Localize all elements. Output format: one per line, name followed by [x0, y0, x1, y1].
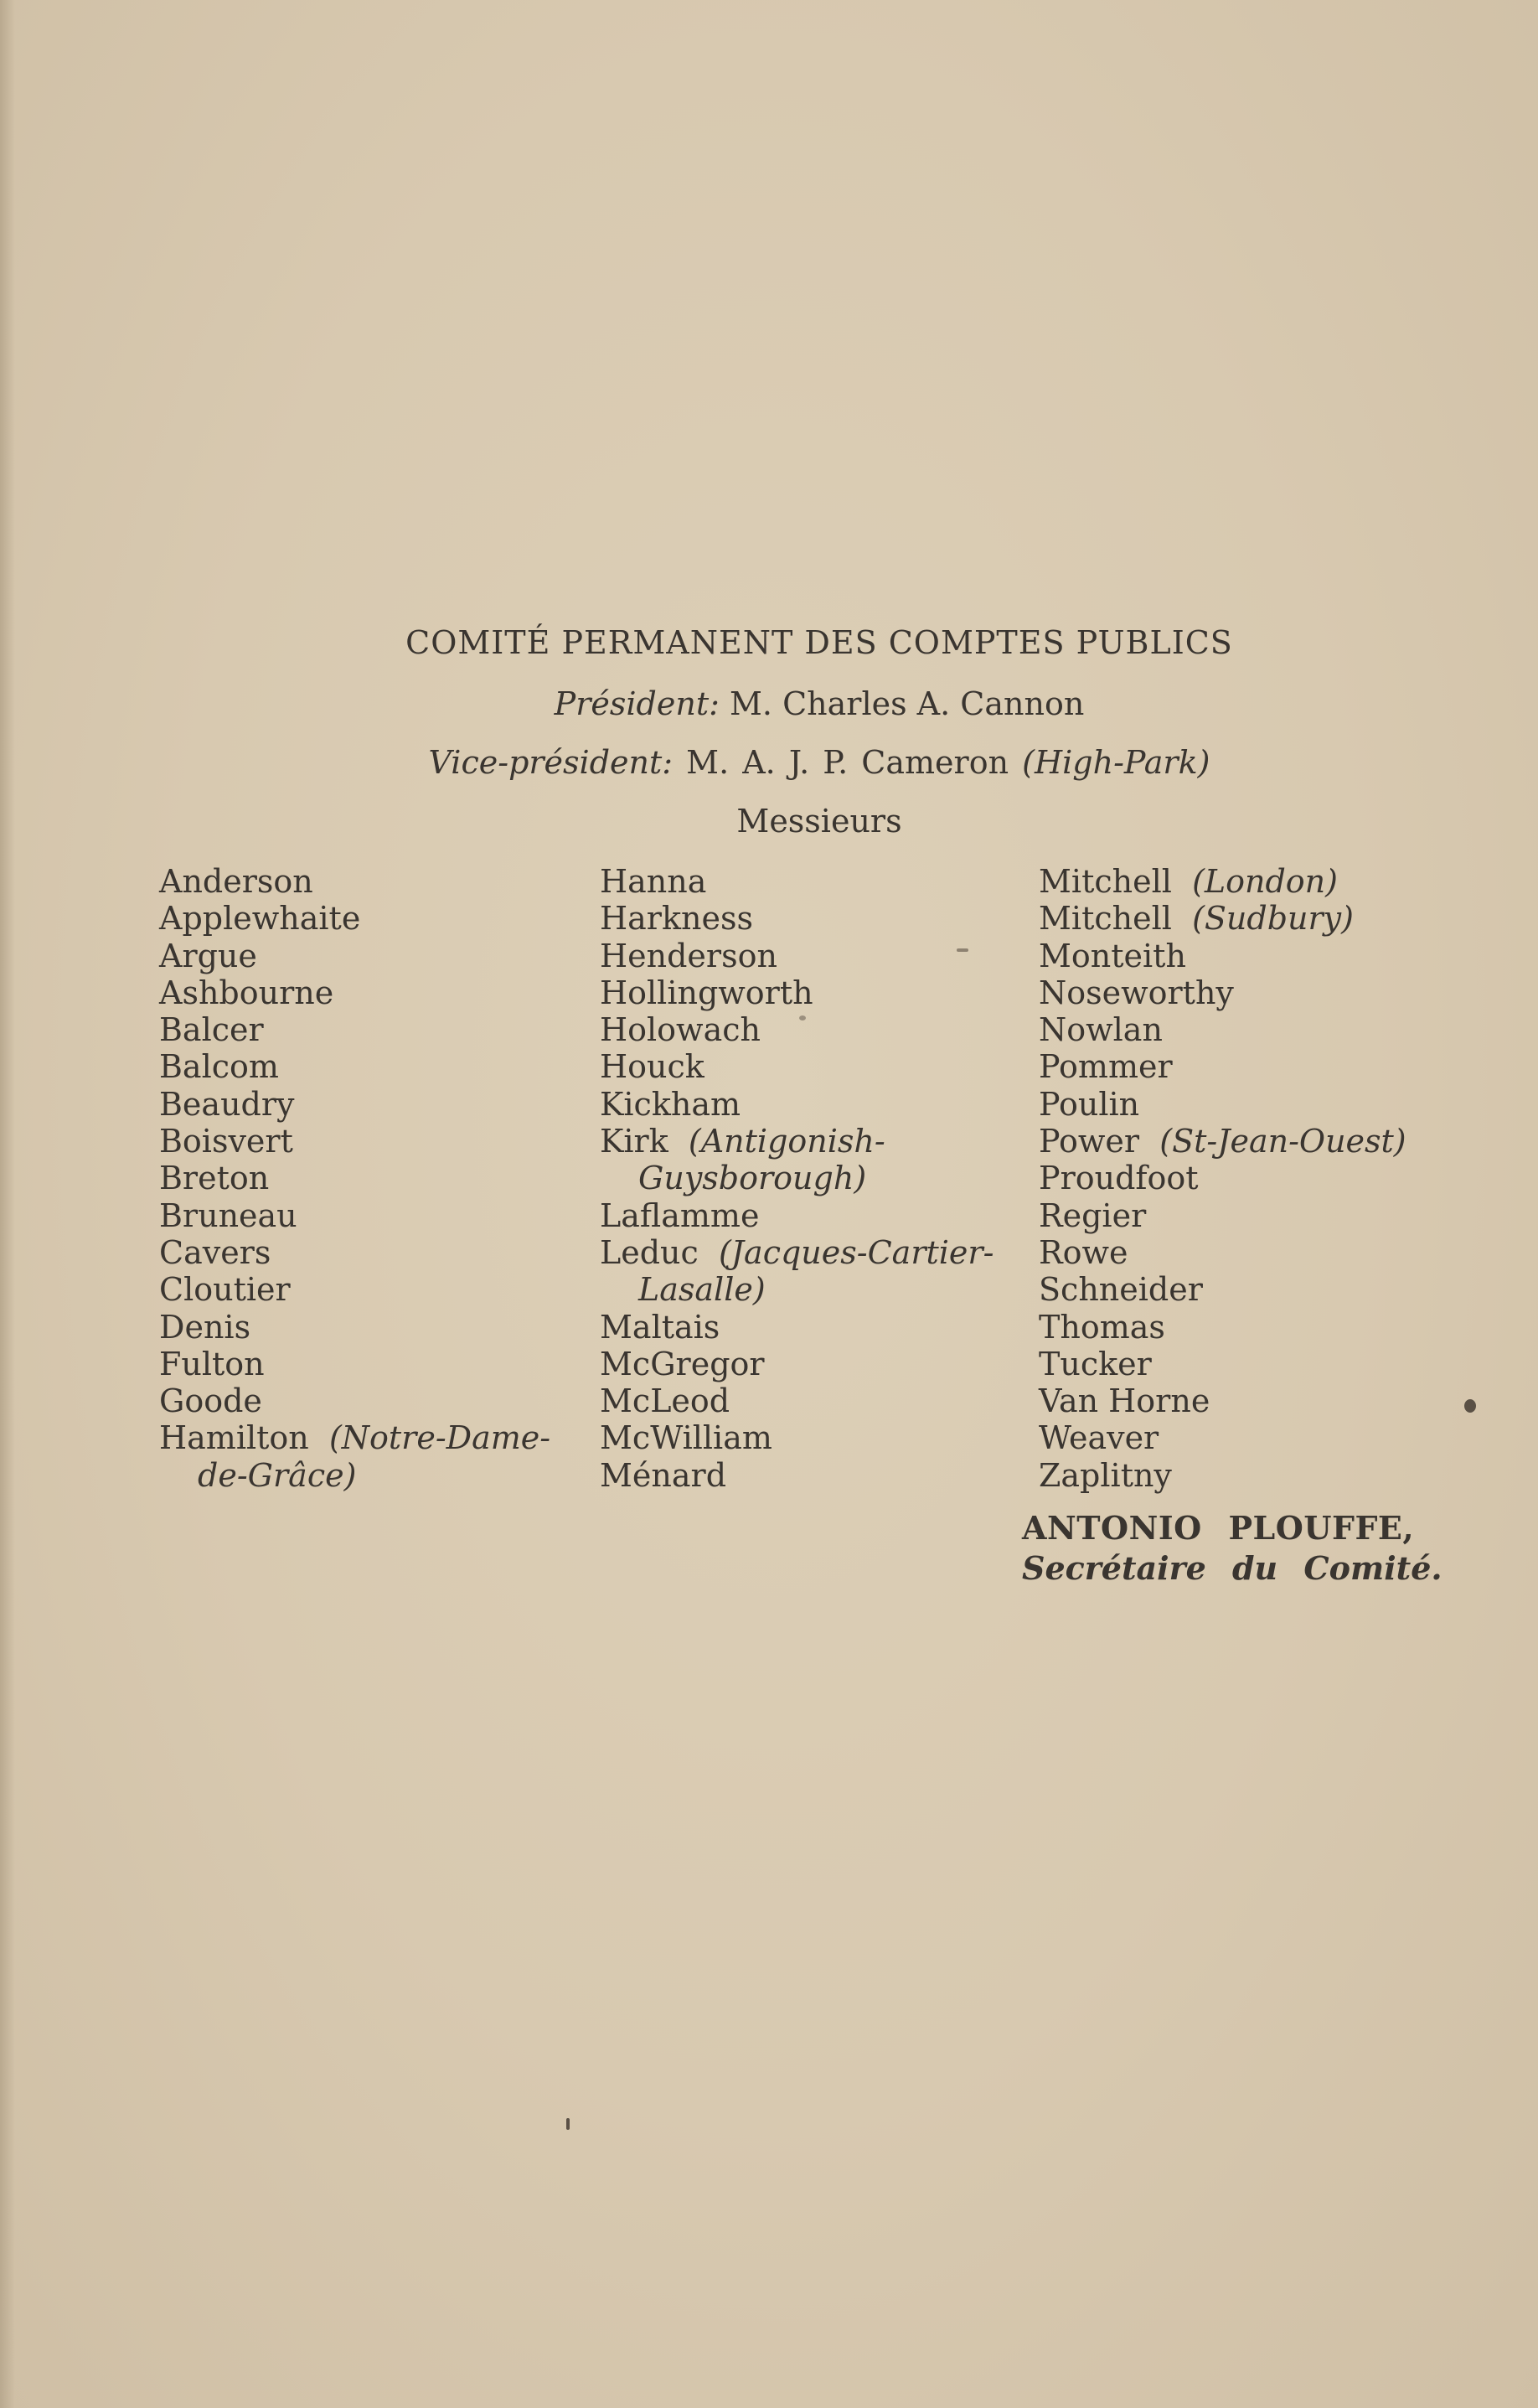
- member-name: McWilliam: [600, 1419, 772, 1457]
- member-name: McLeod: [600, 1382, 730, 1420]
- member-name: Laflamme: [600, 1196, 760, 1234]
- member-entry: [159, 974, 578, 1011]
- member-entry: [159, 1234, 578, 1271]
- member-entry: [1039, 1123, 1508, 1160]
- member-name: Weaver: [1039, 1419, 1159, 1457]
- member-name: Zaplitny: [1039, 1456, 1172, 1494]
- vice-president-riding: (High-Park): [1022, 744, 1210, 781]
- member-name: Balcom: [159, 1048, 279, 1086]
- page-edge-shadow: [0, 0, 15, 2408]
- vice-president-label: Vice-président:: [428, 744, 674, 781]
- member-riding-continued: de-Grâce): [198, 1456, 357, 1494]
- member-entry: [159, 1419, 578, 1456]
- member-name: Beaudry: [159, 1085, 295, 1123]
- member-entry: [600, 1197, 1035, 1234]
- member-name: Cloutier: [159, 1271, 291, 1309]
- members-column-1: [159, 863, 578, 1494]
- member-riding: (London): [1192, 863, 1338, 900]
- member-entry: [600, 1086, 1035, 1123]
- member-entry: [1039, 1271, 1508, 1308]
- president-label: Président:: [554, 685, 720, 722]
- member-name: Holowach: [600, 1011, 761, 1049]
- ink-speck: [566, 2118, 570, 2130]
- member-entry: [600, 1048, 1035, 1085]
- member-name: Boisvert: [159, 1123, 293, 1160]
- member-name: Applewhaite: [159, 900, 361, 938]
- member-riding: (Antigonish-: [688, 1123, 885, 1160]
- member-name: Fulton: [159, 1345, 265, 1382]
- member-name: Pommer: [1039, 1048, 1173, 1086]
- member-entry: [600, 900, 1035, 937]
- member-entry: [159, 938, 578, 974]
- member-name: Harkness: [600, 900, 753, 938]
- member-name: Schneider: [1039, 1271, 1203, 1309]
- member-name: Mitchell: [1039, 863, 1172, 900]
- ink-speck: [799, 1015, 806, 1021]
- ink-speck: [1464, 1399, 1476, 1413]
- member-riding-continued: Guysborough): [638, 1160, 867, 1197]
- member-entry: [159, 1160, 578, 1196]
- member-entry: [600, 1346, 1035, 1382]
- member-entry: [1039, 1309, 1508, 1346]
- member-name: Henderson: [600, 937, 777, 974]
- member-name: Cavers: [159, 1233, 271, 1271]
- member-name: Houck: [600, 1048, 704, 1086]
- members-heading: Messieurs: [736, 803, 902, 840]
- member-name: Proudfoot: [1039, 1160, 1199, 1197]
- secretary-signature: [1022, 1508, 1443, 1589]
- member-riding: (St-Jean-Ouest): [1159, 1123, 1406, 1160]
- member-entry: [600, 1123, 1035, 1160]
- member-entry: [1039, 974, 1508, 1011]
- member-entry: [1039, 1086, 1508, 1123]
- member-entry: [1039, 1419, 1508, 1456]
- member-name: Nowlan: [1039, 1011, 1163, 1049]
- secretary-name: ANTONIO PLOUFFE,: [1022, 1509, 1415, 1547]
- member-name: Monteith: [1039, 937, 1186, 974]
- member-entry: [1039, 1457, 1508, 1494]
- member-name: Argue: [159, 937, 257, 974]
- member-name: Kickham: [600, 1085, 741, 1123]
- member-entry: [1039, 1011, 1508, 1048]
- member-entry: [1039, 1346, 1508, 1382]
- member-entry: [159, 1086, 578, 1123]
- member-name: Goode: [159, 1382, 262, 1420]
- member-name: Tucker: [1039, 1345, 1152, 1382]
- member-entry: [1039, 938, 1508, 974]
- member-entry: [600, 1457, 1035, 1494]
- member-name: Kirk: [600, 1123, 668, 1160]
- member-entry: [159, 1048, 578, 1085]
- secretary-title: Secrétaire du Comité.: [1022, 1549, 1443, 1587]
- member-riding: (Jacques-Cartier-: [718, 1233, 994, 1271]
- member-entry: [159, 1309, 578, 1346]
- member-name: Balcer: [159, 1011, 264, 1049]
- member-name: Maltais: [600, 1308, 720, 1346]
- member-entry: [600, 1309, 1035, 1346]
- member-entry: [159, 1346, 578, 1382]
- member-name: Hamilton: [159, 1419, 309, 1457]
- member-name: Leduc: [600, 1233, 699, 1271]
- member-name: Poulin: [1039, 1085, 1140, 1123]
- president-line: [0, 685, 1538, 722]
- member-entry: [159, 1011, 578, 1048]
- member-entry: [1039, 1197, 1508, 1234]
- member-entry: [600, 1011, 1035, 1048]
- member-name: Mitchell: [1039, 900, 1172, 938]
- member-entry: [1039, 863, 1508, 900]
- member-name: Rowe: [1039, 1233, 1128, 1271]
- member-entry: [1039, 900, 1508, 937]
- member-name: Ménard: [600, 1456, 727, 1494]
- member-name: Regier: [1039, 1196, 1147, 1234]
- members-column-3: [1039, 863, 1508, 1494]
- member-entry: [600, 863, 1035, 900]
- member-name: Noseworthy: [1039, 974, 1234, 1011]
- member-name: Ashbourne: [159, 974, 334, 1011]
- member-name: Anderson: [159, 863, 313, 900]
- member-name: Van Horne: [1039, 1382, 1210, 1420]
- member-riding-continued: Lasalle): [638, 1271, 766, 1309]
- member-entry: [159, 1197, 578, 1234]
- member-entry: [600, 1234, 1035, 1271]
- vice-president-line: [0, 744, 1538, 781]
- member-entry: [159, 1271, 578, 1308]
- member-entry: [159, 1382, 578, 1419]
- member-riding: (Notre-Dame-: [328, 1419, 551, 1457]
- member-name: Power: [1039, 1123, 1140, 1160]
- member-name: Denis: [159, 1308, 251, 1346]
- member-entry: [1039, 1382, 1508, 1419]
- member-riding: (Sudbury): [1192, 900, 1354, 938]
- member-entry: [600, 974, 1035, 1011]
- vice-president-name: M. A. J. P. Cameron: [686, 744, 1009, 781]
- member-name: Bruneau: [159, 1196, 297, 1234]
- member-entry: [159, 900, 578, 937]
- member-name: Hollingworth: [600, 974, 813, 1011]
- members-column-2: [600, 863, 1035, 1494]
- ink-speck: [957, 948, 968, 952]
- member-entry: [600, 1419, 1035, 1456]
- member-name: Hanna: [600, 863, 707, 900]
- member-entry: [159, 863, 578, 900]
- member-entry: [1039, 1160, 1508, 1196]
- committee-title: COMITÉ PERMANENT DES COMPTES PUBLICS: [405, 624, 1233, 661]
- member-name: Thomas: [1039, 1308, 1165, 1346]
- president-name: M. Charles A. Cannon: [730, 685, 1085, 722]
- member-name: McGregor: [600, 1345, 765, 1382]
- member-entry: [1039, 1234, 1508, 1271]
- member-entry: [159, 1123, 578, 1160]
- member-entry: [600, 938, 1035, 974]
- member-entry: [1039, 1048, 1508, 1085]
- member-entry: [600, 1382, 1035, 1419]
- member-name: Breton: [159, 1160, 270, 1197]
